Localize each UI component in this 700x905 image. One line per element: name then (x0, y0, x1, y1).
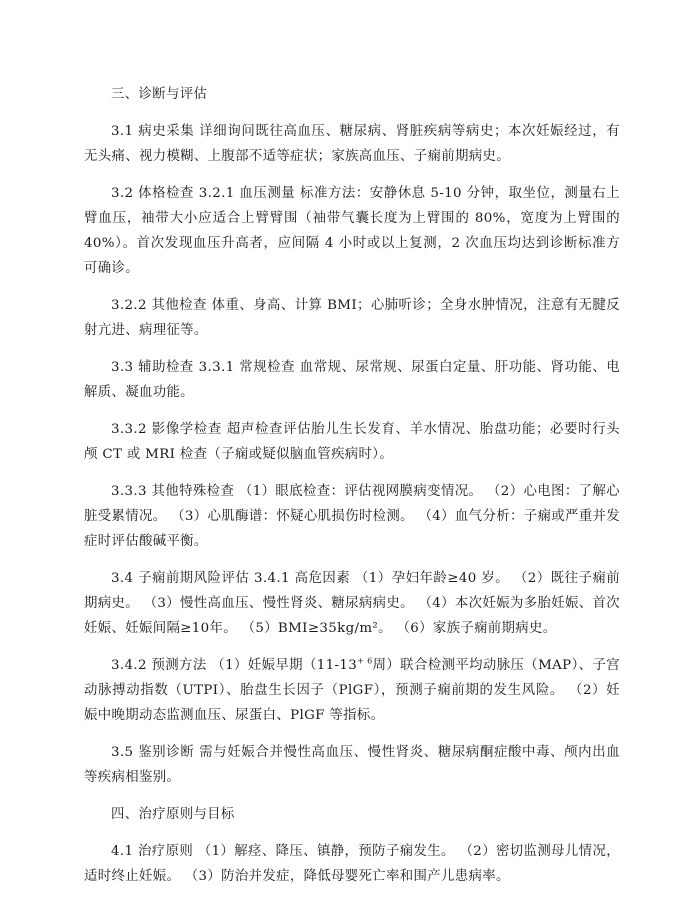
paragraph-history: 3.1 病史采集 详细询问既往高血压、糖尿病、肾脏疾病等病史；本次妊娠经过，有无头痛、视力模糊、上腹部不适等症状；家族高血压、子痫前期病史。 (84, 124, 620, 164)
paragraph-other-exams: 3.2.2 其他检查 体重、身高、计算 BMI；心肺听诊；全身水肿情况，注意有无腱反射亢进、病理征等。 (84, 298, 620, 338)
prediction-text-start: 3.4.2 预测方法 （1）妊娠早期（11-13 (111, 658, 358, 673)
gestation-superscript: + 6 (357, 656, 373, 666)
paragraph-risk-factors: 3.4 子痫前期风险评估 3.4.1 高危因素 （1）孕妇年龄≥40 岁。 （2）既往子痫前期病史。 （3）慢性高血压、慢性肾炎、糖尿病病史。 （4）本次妊娠为多胎妊娠、首次妊娠、妊娠间隔≥10年。 （5）BMI≥35kg/m²。 （6）家族子痫前期病史。 (84, 571, 620, 636)
section-heading-diagnosis: 三、诊断与评估 (111, 87, 208, 102)
document-page (84, 82, 620, 901)
paragraph-imaging: 3.3.2 影像学检查 超声检查评估胎儿生长发育、羊水情况、胎盘功能；必要时行头颅 CT 或 MRI 检查（子痫或疑似脑血管疾病时）。 (84, 422, 620, 462)
prediction-text-end: 周）联合检测平均动脉压（MAP）、子宫动脉搏动指数（UTPI）、胎盘生长因子（PlGF），预测子痫前期的发生风险。 （2）妊娠中晚期动态监测血压、尿蛋白、PlGF 等指标。 (84, 658, 620, 723)
paragraph-auxiliary-exams: 3.3 辅助检查 3.3.1 常规检查 血常规、尿常规、尿蛋白定量、肝功能、肾功能、电解质、凝血功能。 (84, 360, 620, 400)
section-heading-treatment: 四、治疗原则与目标 (111, 807, 235, 822)
paragraph-treatment-principles: 4.1 治疗原则 （1）解痉、降压、镇静，预防子痫发生。 （2）密切监测母儿情况，适时终止妊娠。 （3）防治并发症，降低母婴死亡率和围产儿患病率。 (84, 844, 620, 884)
paragraph-physical-exam: 3.2 体格检查 3.2.1 血压测量 标准方法：安静休息 5-10 分钟，取坐位，测量右上臂血压，袖带大小应适合上臂臂围（袖带气囊长度为上臂围的 80%，宽度为上臂围的 40%）。首次发现血压升高者，应间隔 4 小时或以上复测，2 次血压均达到诊断标准方可确诊。 (84, 186, 620, 276)
paragraph-special-exams: 3.3.3 其他特殊检查 （1）眼底检查：评估视网膜病变情况。 （2）心电图：了解心脏受累情况。 （3）心肌酶谱：怀疑心肌损伤时检测。 （4）血气分析：子痫或严重并发症时评估酸碱平衡。 (84, 484, 620, 549)
paragraph-prediction (84, 653, 620, 728)
paragraph-differential: 3.5 鉴别诊断 需与妊娠合并慢性高血压、慢性肾炎、糖尿病酮症酸中毒、颅内出血等疾病相鉴别。 (84, 745, 620, 785)
